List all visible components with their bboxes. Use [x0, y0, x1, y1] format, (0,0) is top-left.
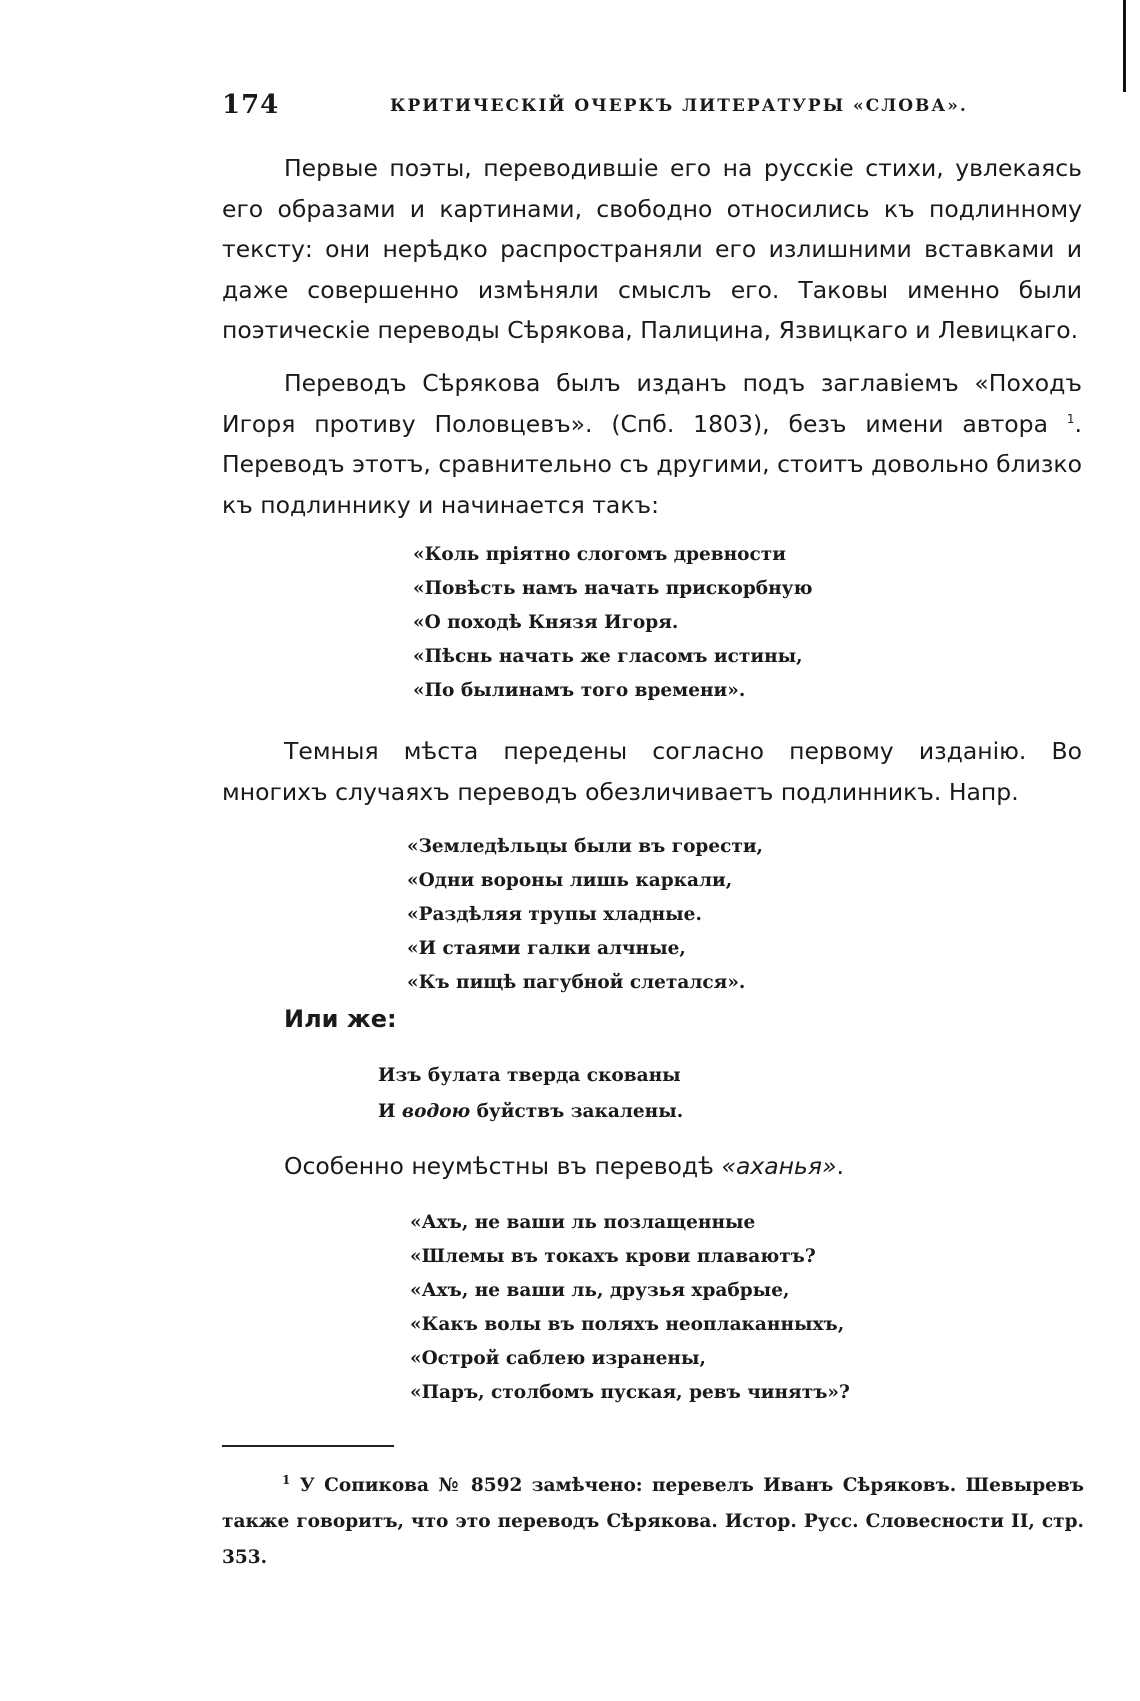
page-header: [222, 90, 1082, 120]
ili-zhe-label: Или же:: [284, 1005, 397, 1033]
verse-farmers: [407, 830, 763, 1000]
verse-line: «Пѣснь начать же гласомъ истины,: [413, 646, 803, 667]
paragraph-akhanya-part-a: Особенно неумѣстны въ переводѣ: [284, 1152, 722, 1180]
verse-line: Изъ булата тверда скованы: [378, 1065, 681, 1086]
verse-line: «Земледѣльцы были въ горести,: [407, 836, 763, 857]
footnote-marker: 1: [282, 1472, 291, 1487]
paragraph-akhanya-italic: «аханья»: [721, 1152, 837, 1180]
footnote-divider: [222, 1445, 394, 1447]
paragraph-seryakov-part-b: . Переводъ этотъ, сравнительно съ другими, стоитъ довольно близко къ подлиннику и начинается такъ:: [222, 409, 1082, 519]
verse-line: «Къ пищѣ пагубной слетался».: [407, 972, 746, 993]
verse-line: «Повѣсть намъ начать прискорбную: [413, 578, 813, 599]
paragraph-akhanya-part-b: .: [836, 1152, 844, 1180]
verse-line: «Паръ, столбомъ пуская, ревъ чинятъ»?: [410, 1382, 850, 1403]
verse-line: «Шлемы въ токахъ крови плаваютъ?: [410, 1246, 816, 1267]
verse-line: «Острой саблею изранены,: [410, 1348, 706, 1369]
running-title: КРИТИЧЕСКІЙ ОЧЕРКЪ ЛИТЕРАТУРЫ «СЛОВА».: [390, 96, 968, 116]
verse-line: «Коль пріятно слогомъ древности: [413, 544, 786, 565]
footnote: [222, 1468, 1084, 1576]
footnote-text: У Сопикова № 8592 замѣчено: перевелъ Иванъ Сѣряковъ. Шевыревъ также говоритъ, что это переводъ Сѣрякова. Истор. Русс. Словесности II, стр. 353.: [222, 1475, 1084, 1568]
verse-line: «Ахъ, не ваши ль, друзья храбрые,: [410, 1280, 790, 1301]
paragraph-seryakov-translation: [222, 363, 1082, 525]
paragraph-akhanya: [284, 1146, 1084, 1187]
page-edge-rule: [1123, 0, 1126, 92]
footnote-reference: 1: [1066, 411, 1075, 426]
verse-line: [378, 1094, 683, 1130]
verse-bulat: [378, 1058, 683, 1130]
verse-line-part: буйствъ закалены.: [470, 1101, 684, 1122]
verse-opening: [413, 538, 813, 708]
verse-line: «И стаями галки алчные,: [407, 938, 686, 959]
verse-line: «По былинамъ того времени».: [413, 680, 746, 701]
verse-line: «Ахъ, не ваши ль позлащенные: [410, 1212, 756, 1233]
paragraph-seryakov-part-a: Переводъ Сѣрякова былъ изданъ подъ заглавіемъ «Походъ Игоря противу Половцевъ». (Спб. 1803), безъ имени автора: [222, 369, 1082, 438]
verse-line: «Одни вороны лишь каркали,: [407, 870, 733, 891]
page-number: 174: [222, 90, 280, 120]
paragraph-first-poets: Первые поэты, переводившіе его на русскіе стихи, увлекаясь его образами и картинами, свободно относились къ подлинному тексту: они нерѣдко распространяли его излишними вставками и даже совершенно измѣняли смыслъ его. Таковы именно были поэтическіе переводы Сѣрякова, Палицина, Язвицкаго и Левицкаго.: [222, 154, 1082, 344]
verse-line-part: И: [378, 1101, 402, 1122]
paragraph-dark-places: Темныя мѣста передены согласно первому изданію. Во многихъ случаяхъ переводъ обезличиваетъ подлинникъ. Напр.: [222, 737, 1082, 806]
verse-line: «Раздѣляя трупы хладные.: [407, 904, 702, 925]
verse-line: «Какъ волы въ поляхъ неоплаканныхъ,: [410, 1314, 845, 1335]
verse-akh: [410, 1206, 850, 1410]
verse-italic-word: водою: [401, 1101, 471, 1122]
verse-line: «О походѣ Князя Игоря.: [413, 612, 679, 633]
